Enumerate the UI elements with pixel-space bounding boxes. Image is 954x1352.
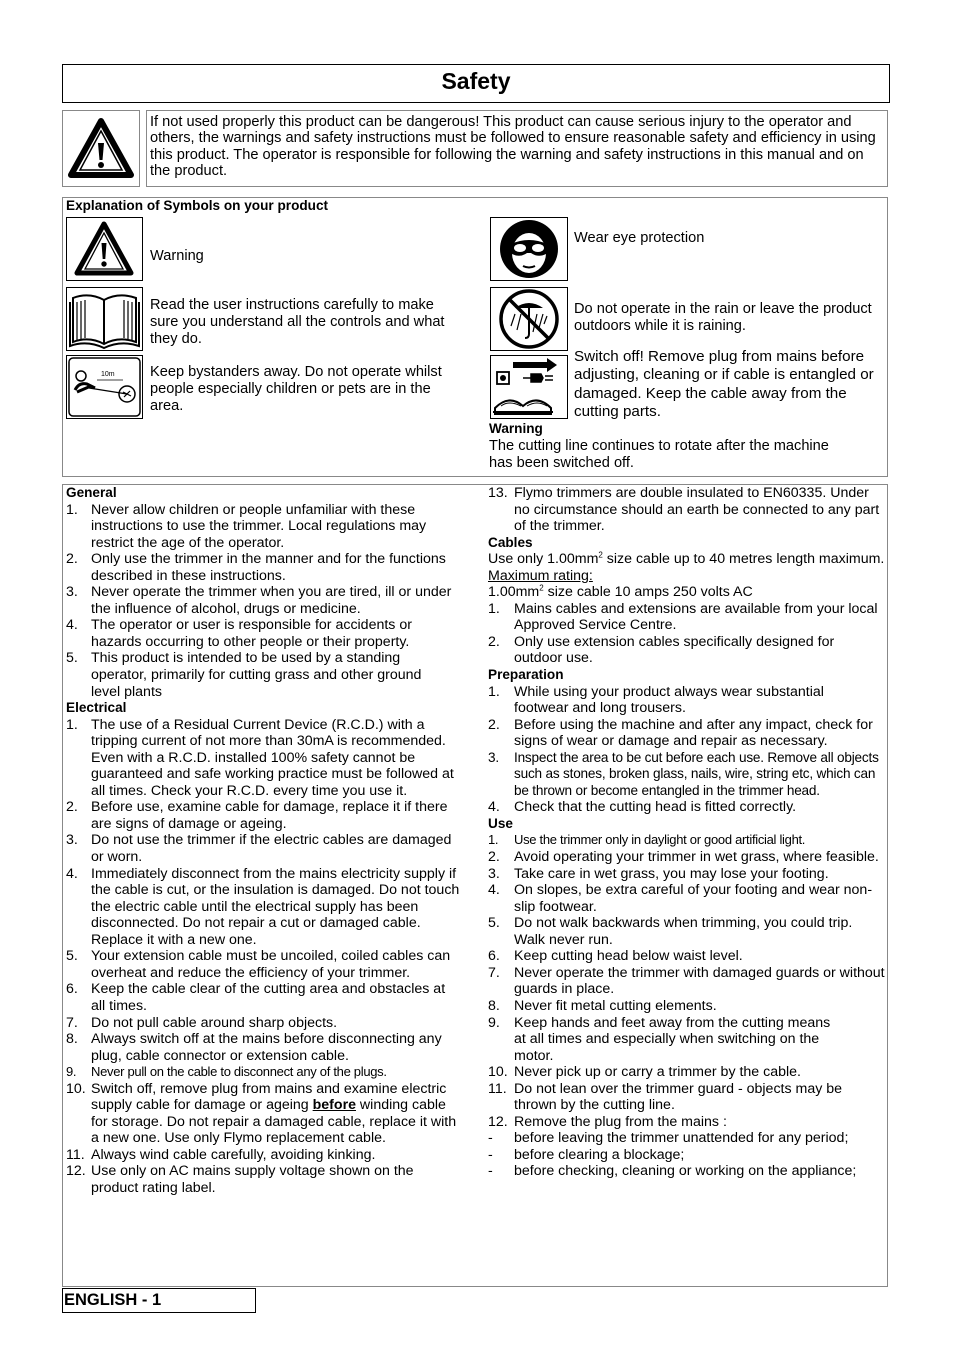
list-item: 6. Keep cutting head below waist level.: [488, 948, 743, 965]
list-item: 12. Use only on AC mains supply voltage shown on the product rating label.: [66, 1163, 414, 1196]
max-rating-label: Maximum rating:: [488, 567, 593, 584]
list-item: 11. Always wind cable carefully, avoiding kinking.: [66, 1146, 376, 1163]
list-item: 5. Do not walk backwards when trimming, you could trip. Walk never run.: [488, 915, 853, 948]
list-item: 1. While using your product always wear substantial footwear and long trousers.: [488, 683, 824, 717]
symbol-unplug-label: Switch off! Remove plug from mains before adjusting, cleaning or if cable is entangled or damaged. Keep the cable away from the cutting parts.: [574, 348, 874, 420]
list-item: 1. Use the trimmer only in daylight or good artificial light.: [488, 832, 806, 848]
cables-text: Use only $1.00mm^2$ size cable up to 40 metres length maximum.: [488, 550, 885, 568]
intro-text: If not used properly this product can be dangerous! This product can cause serious injury to the operator and others, the warnings and safety instructions must be followed to ensure reasonable safety and efficiency in using this product. The operator is responsible for following the warning and safety instructions in this manual and on the product.: [146, 110, 888, 187]
unplug-icon: [490, 355, 568, 419]
symbol-read-instructions-label: Read the user instructions carefully to make sure you understand all the controls and what they do.: [150, 297, 445, 347]
list-item: 4. On slopes, be extra careful of your footing and wear non-slip footwear.: [488, 882, 873, 915]
page-title: Safety: [441, 68, 511, 94]
rules-left-column: [66, 485, 462, 1197]
list-item: - before leaving the trimmer unattended for any period;: [488, 1130, 849, 1147]
list-item: 3. Inspect the area to be cut before each use. Remove all objects such as stones, broken glass, nails, wire, string etc, which can be thrown or become entangled in the trimmer head.: [488, 749, 879, 798]
list-item: 4. The operator or user is responsible for accidents or hazards occurring to other people or their property.: [66, 617, 412, 650]
list-item: 3. Never operate the trimmer when you are tired, ill or under the influence of alcohol, drugs or medicine.: [66, 584, 452, 617]
cables-heading: Cables: [488, 534, 533, 550]
open-book-icon: [66, 287, 143, 351]
list-item: 6. Keep the cable clear of the cutting area and obstacles at all times.: [66, 981, 446, 1014]
symbols-heading: Explanation of Symbols on your product: [66, 198, 329, 213]
symbols-section: [62, 197, 888, 477]
list-item: 11. Do not lean over the trimmer guard - objects may be thrown by the cutting line.: [488, 1080, 843, 1114]
list-item: 5. Your extension cable must be uncoiled, coiled cables can overheat and reduce the efficiency of your trimmer.: [66, 948, 451, 981]
list-item: 5. This product is intended to be used by a standing operator, primarily for cutting grass and other ground level plants: [66, 650, 422, 700]
list-item: 8. Always switch off at the mains before disconnecting any plug, cable connector or extension cable.: [66, 1031, 442, 1064]
bystanders-icon-label: 10m: [101, 371, 115, 378]
title-box: [62, 64, 890, 103]
symbols-warning-text: The cutting line continues to rotate after the machine has been switched off.: [489, 438, 829, 471]
no-rain-icon: [490, 287, 568, 351]
use-heading: Use: [488, 815, 513, 831]
list-item: 3. Take care in wet grass, you may lose your footing.: [488, 865, 829, 882]
list-item: 2. Only use the trimmer in the manner and for the functions described in these instructions.: [66, 551, 446, 584]
footer-box: [62, 1288, 256, 1313]
list-item: 10. Switch off, remove plug from mains and examine electric supply cable for damage or ageing before winding cable for storage. Do not repair a damaged cable, replace it with a new one. Use only Flymo replacement cable.: [66, 1080, 457, 1147]
list-item: - before checking, cleaning or working on the appliance;: [488, 1163, 857, 1180]
list-item: 2. Before using the machine and after any impact, check for signs of wear or damage and repair as necessary.: [488, 716, 873, 750]
list-item: 1. Mains cables and extensions are available from your local Approved Service Centre.: [488, 600, 878, 634]
list-item: 1. Never allow children or people unfamiliar with these instructions to use the trimmer. Local regulations may restrict the age of the operator.: [66, 501, 427, 551]
page-footer: ENGLISH - 1: [64, 1291, 162, 1309]
list-item: - before clearing a blockage;: [488, 1146, 685, 1163]
list-item: 2. Before use, examine cable for damage, replace it if there are signs of damage or ageing.: [66, 799, 448, 832]
bystanders-icon: [66, 355, 143, 419]
warning-triangle-icon: [63, 111, 139, 186]
intro-warning-icon-box: [62, 110, 140, 187]
list-item: 4. Immediately disconnect from the mains electricity supply if the cable is cut, or the insulation is damaged. Do not touch the electric cable until the electrical supply has been disconnected. Do not repair a cut or damaged cable. Replace it with a new one.: [66, 865, 460, 948]
general-heading: General: [66, 485, 117, 500]
list-item: 7. Do not pull cable around sharp objects.: [66, 1014, 338, 1031]
warning-triangle-icon: [66, 217, 143, 281]
list-item: 8. Never fit metal cutting elements.: [488, 997, 717, 1014]
list-item: 13. Flymo trimmers are double insulated to EN60335. Under no circumstance should an earth be connected to any part of the trimmer.: [488, 485, 880, 535]
electrical-heading: Electrical: [66, 700, 127, 716]
list-item: 12. Remove the plug from the mains :: [488, 1113, 727, 1130]
list-item: 1. The use of a Residual Current Device (R.C.D.) with a tripping current of not more than 30mA is recommended. Even with a R.C.D. installed 100% safety cannot be guaranteed and safe working practice must be followed at all times. Check your R.C.D. every time you use it.: [66, 716, 454, 799]
symbol-bystanders-label: Keep bystanders away. Do not operate whilst people especially children or pets are in the area.: [150, 364, 442, 414]
list-item: 9. Keep hands and feet away from the cutting means at all times and especially when switching on the motor.: [488, 1014, 831, 1064]
rules-right-column: [488, 485, 886, 1180]
symbols-warning-heading: Warning: [489, 421, 543, 436]
symbol-no-rain-label: Do not operate in the rain or leave the product outdoors while it is raining.: [574, 301, 872, 334]
eye-protection-icon: [490, 217, 568, 281]
list-item: 4. Check that the cutting head is fitted correctly.: [488, 799, 797, 816]
list-item: 2. Only use extension cables specifically designed for outdoor use.: [488, 633, 835, 667]
list-item: 10. Never pick up or carry a trimmer by the cable.: [488, 1064, 801, 1081]
list-item: 3. Do not use the trimmer if the electric cables are damaged or worn.: [66, 832, 452, 866]
list-item: 7. Never operate the trimmer with damaged guards or without guards in place.: [488, 964, 885, 998]
symbol-warning-label: Warning: [150, 248, 204, 264]
rules-section: [62, 484, 888, 1287]
symbol-eye-protection-label: Wear eye protection: [574, 230, 705, 246]
list-item: 2. Avoid operating your trimmer in wet grass, where feasible.: [488, 849, 879, 866]
rating-text: $1.00mm^2$ size cable 10 amps 250 volts AC: [488, 583, 753, 601]
preparation-heading: Preparation: [488, 667, 564, 683]
list-item: 9. Never pull on the cable to disconnect any of the plugs.: [66, 1064, 387, 1080]
